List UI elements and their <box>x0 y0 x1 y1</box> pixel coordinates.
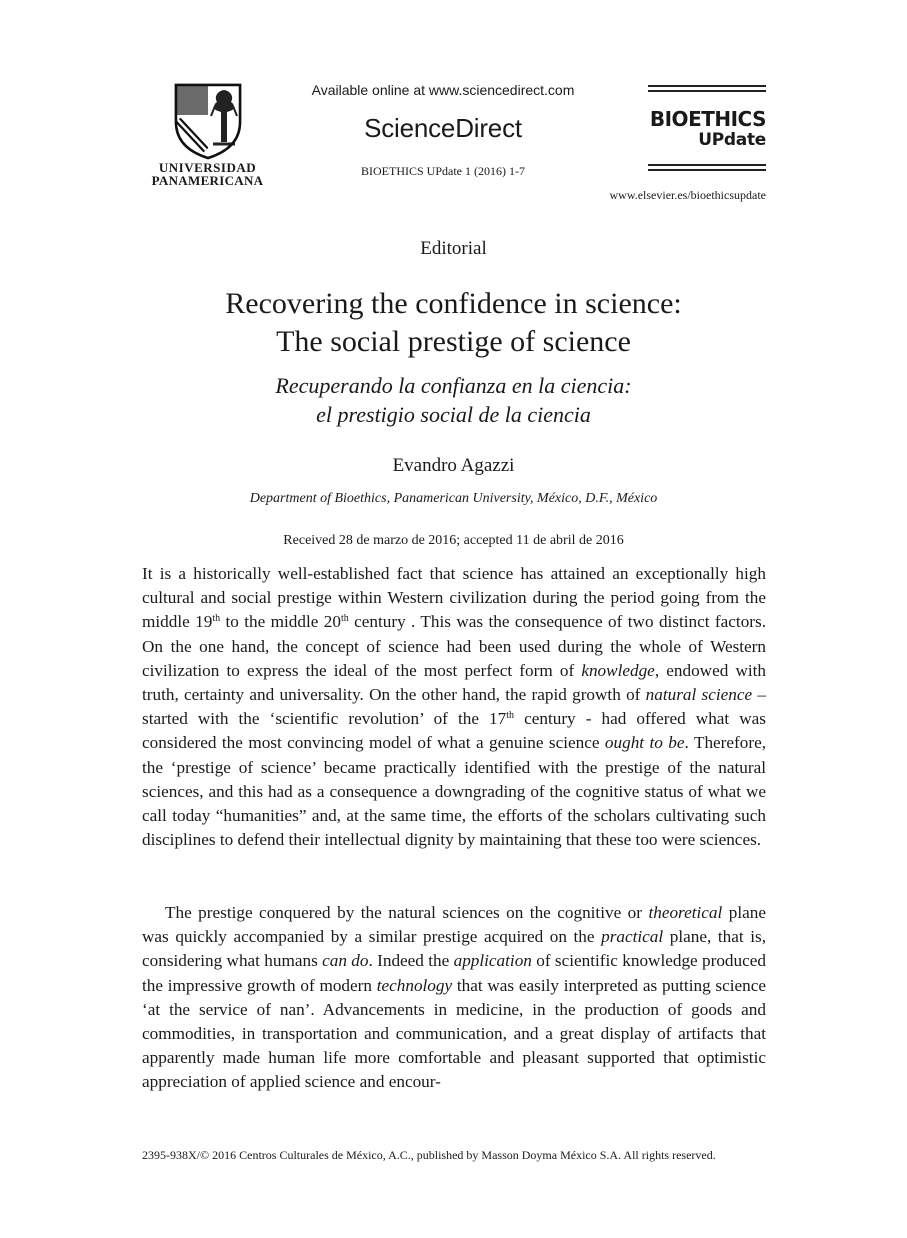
available-online-link[interactable]: Available online at www.sciencedirect.com <box>311 82 575 98</box>
divider <box>648 164 766 166</box>
journal-reference: BIOETHICS UPdate 1 (2016) 1-7 <box>361 164 525 178</box>
university-name-line1: UNIVERSIDAD <box>158 160 257 175</box>
article-title <box>0 285 907 361</box>
subtitle-line2: el prestigio social de la ciencia <box>316 402 591 427</box>
journal-logo <box>648 85 766 174</box>
university-name-line2: PANAMERICANA <box>151 173 264 188</box>
received-date: Received 28 de marzo de 2016; accepted 11 de abril de 2016 <box>283 533 624 548</box>
sciencedirect-logo: ScienceDirect <box>364 113 522 143</box>
center-header <box>290 82 596 179</box>
divider <box>648 85 766 87</box>
author-name: Evandro Agazzi <box>392 455 515 476</box>
title-line1: Recovering the confidence in science: <box>225 287 682 320</box>
journal-logo-subtitle: UPdate <box>698 130 766 150</box>
section-label: Editorial <box>420 238 487 259</box>
shield-crest-icon <box>173 82 243 160</box>
article-subtitle <box>0 371 907 429</box>
copyright-footer: 2395-938X/© 2016 Centros Culturales de México, A.C., published by Masson Doyma México S.A. All rights reserved. <box>142 1148 716 1162</box>
journal-url-link[interactable]: www.elsevier.es/bioethicsupdate <box>609 188 766 202</box>
subtitle-line1: Recuperando la confianza en la ciencia: <box>275 373 632 398</box>
divider <box>648 169 766 171</box>
author-affiliation: Department of Bioethics, Panamerican University, México, D.F., México <box>249 491 658 506</box>
university-logo <box>140 82 275 187</box>
body-paragraph-2: The prestige conquered by the natural sciences on the cognitive or theoretical plane was quickly accompanied by a similar prestige acquired on the practical plane, that is, considering what humans can do. Indeed the application of scientific knowledge produced the impressive growth of modern technology that was easily interpreted as putting science ‘at the service of nan’. Advancements in medicine, in the production of goods and commodities, in transportation and communication, and a great display of artifacts that apparently made human life more comfortable and pleasant supported that optimistic appreciation of applied science and encour- <box>142 903 766 1092</box>
journal-logo-title: BIOETHICS <box>649 107 766 131</box>
title-line2: The social prestige of science <box>276 325 631 358</box>
divider <box>648 90 766 92</box>
body-paragraph-1: It is a historically well-established fact that science has attained an exceptionally high cultural and social prestige within Western civilization during the period going from the middle 19th to the middle 20th century . This was the consequence of two distinct factors. On the one hand, the concept of science had been used during the whole of Western civilization to express the ideal of the most perfect form of knowledge, endowed with truth, certainty and universality. On the other hand, the rapid growth of natural science – started with the ‘scientific revolution’ of the 17th century - had offered what was considered the most convincing model of what a genuine science ought to be. Therefore, the ‘prestige of science’ became practically identified with the prestige of the natural sciences, and this had as a consequence a downgrading of the cognitive status of what we call today “humanities” and, at the same time, the efforts of the scholars cultivating such disciplines to defend their intellectual dignity by maintaining that these too were sciences. <box>142 564 767 850</box>
